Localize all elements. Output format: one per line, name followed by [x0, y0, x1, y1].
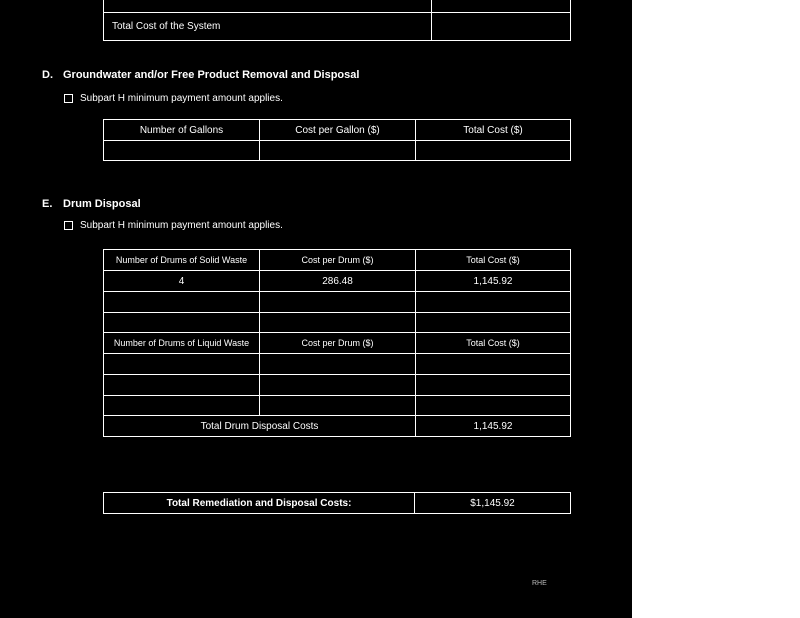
total-drum-disposal-label: Total Drum Disposal Costs	[104, 416, 416, 437]
subpart-h-label-e: Subpart H minimum payment amount applies.	[80, 220, 283, 231]
total-remediation-label: Total Remediation and Disposal Costs:	[104, 493, 415, 514]
solid-total-empty[interactable]	[416, 292, 571, 313]
section-d-title: Groundwater and/or Free Product Removal and Disposal	[63, 69, 360, 81]
solid-cost-empty[interactable]	[260, 292, 416, 313]
cost-per-gallon-cell[interactable]	[260, 141, 416, 161]
header-total-cost-solid: Total Cost ($)	[416, 250, 571, 271]
liquid-cost-cell-1[interactable]	[260, 354, 416, 375]
solid-total-value[interactable]: 1,145.92	[416, 271, 571, 292]
liquid-cost-cell-2[interactable]	[260, 375, 416, 396]
section-e-subpart-row	[64, 220, 283, 231]
header-cost-per-drum-liquid: Cost per Drum ($)	[260, 333, 416, 354]
total-cost-system-label: Total Cost of the System	[104, 13, 432, 41]
section-e-title: Drum Disposal	[63, 198, 141, 210]
header-cost-per-drum-solid: Cost per Drum ($)	[260, 250, 416, 271]
total-drum-disposal-value: 1,145.92	[416, 416, 571, 437]
solid-drums-empty[interactable]	[104, 292, 260, 313]
header-number-of-gallons: Number of Gallons	[104, 120, 260, 141]
summary-table	[103, 492, 571, 514]
liquid-total-cell-1[interactable]	[416, 354, 571, 375]
footer-mark: RHE	[532, 580, 547, 587]
subpart-h-label-d: Subpart H minimum payment amount applies.	[80, 93, 283, 104]
subpart-h-checkbox-d[interactable]	[64, 94, 73, 103]
header-drums-liquid: Number of Drums of Liquid Waste	[104, 333, 260, 354]
section-d-letter: D.	[42, 69, 53, 81]
total-remediation-value: $1,145.92	[415, 493, 571, 514]
total-cost-d-cell[interactable]	[416, 141, 571, 161]
liquid-drums-cell-2[interactable]	[104, 375, 260, 396]
drum-disposal-table	[103, 249, 571, 437]
header-cost-per-gallon: Cost per Gallon ($)	[260, 120, 416, 141]
solid-drums-value[interactable]: 4	[104, 271, 260, 292]
liquid-drums-cell-1[interactable]	[104, 354, 260, 375]
system-cost-table	[103, 0, 571, 41]
groundwater-table	[103, 119, 571, 161]
total-cost-system-value	[432, 13, 571, 41]
section-d-subpart-row	[64, 93, 283, 104]
section-e-letter: E.	[42, 198, 53, 210]
subpart-h-checkbox-e[interactable]	[64, 221, 73, 230]
gallons-cell[interactable]	[104, 141, 260, 161]
liquid-total-cell-2[interactable]	[416, 375, 571, 396]
solid-cost-per-drum-value[interactable]: 286.48	[260, 271, 416, 292]
header-total-cost-liquid: Total Cost ($)	[416, 333, 571, 354]
header-total-cost-d: Total Cost ($)	[416, 120, 571, 141]
header-drums-solid: Number of Drums of Solid Waste	[104, 250, 260, 271]
